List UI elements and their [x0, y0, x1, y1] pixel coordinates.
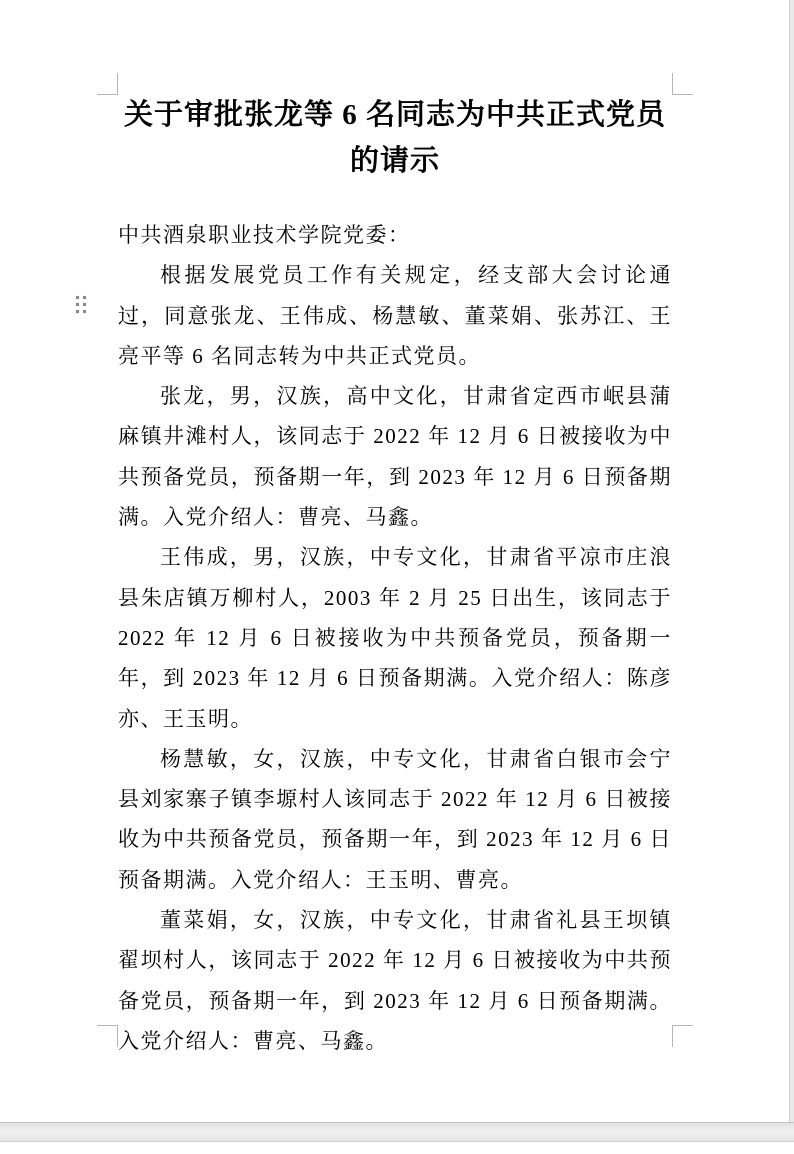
body-paragraph[interactable]: 张龙，男，汉族，高中文化，甘肃省定西市岷县蒲麻镇井滩村人，该同志于 2022 年 12 月 6 日被接收为中共预备党员，预备期一年，到 2023 年 12 月 6 日预备期满。入党介绍人：曹亮、马鑫。: [118, 384, 672, 530]
drag-handle-dots-icon: [76, 296, 86, 313]
dot: [83, 310, 86, 313]
body-paragraph[interactable]: 王伟成，男，汉族，中专文化，甘肃省平凉市庄浪县朱店镇万柳村人，2003 年 2 月 25 日出生，该同志于 2022 年 12 月 6 日被接收为中共预备党员，预备期一年，到 2023 年 12 月 6 日预备期满。入党介绍人：陈彦亦、王玉明。: [118, 545, 672, 731]
crop-mark-bottom-right: [672, 1025, 693, 1047]
salutation[interactable]: 中共酒泉职业技术学院党委：: [118, 223, 411, 247]
dot: [76, 303, 79, 306]
body-paragraph[interactable]: 根据发展党员工作有关规定，经支部大会讨论通过，同意张龙、王伟成、杨慧敏、董菜娟、张苏江、王亮平等 6 名同志转为中共正式党员。: [118, 263, 672, 368]
dot: [83, 296, 86, 299]
next-page-top: [0, 1142, 794, 1154]
body-paragraph[interactable]: 杨慧敏，女，汉族，中专文化，甘肃省白银市会宁县刘家寨子镇李塬村人该同志于 2022 年 12 月 6 日被接收为中共预备党员，预备期一年，到 2023 年 12 月 6 日预备期满。入党介绍人：王玉明、曹亮。: [118, 746, 672, 892]
crop-mark-top-right: [672, 73, 693, 95]
page-gap: [0, 1122, 794, 1142]
body-paragraph[interactable]: 董菜娟，女，汉族，中专文化，甘肃省礼县王坝镇翟坝村人，该同志于 2022 年 12 月 6 日被接收为中共预备党员，预备期一年，到 2023 年 12 月 6 日预备期满。入党介绍人：曹亮、马鑫。: [118, 908, 672, 1053]
document-title[interactable]: 关于审批张龙等 6 名同志为中共正式党员的请示: [123, 99, 666, 177]
body-paragraphs: [118, 255, 672, 1061]
dot: [76, 296, 79, 299]
crop-mark-bottom-left: [97, 1025, 118, 1047]
document-body[interactable]: [118, 215, 672, 1061]
crop-mark-top-left: [97, 73, 118, 95]
dot: [83, 303, 86, 306]
app-background-strip: [789, 0, 794, 1123]
dot: [76, 310, 79, 313]
